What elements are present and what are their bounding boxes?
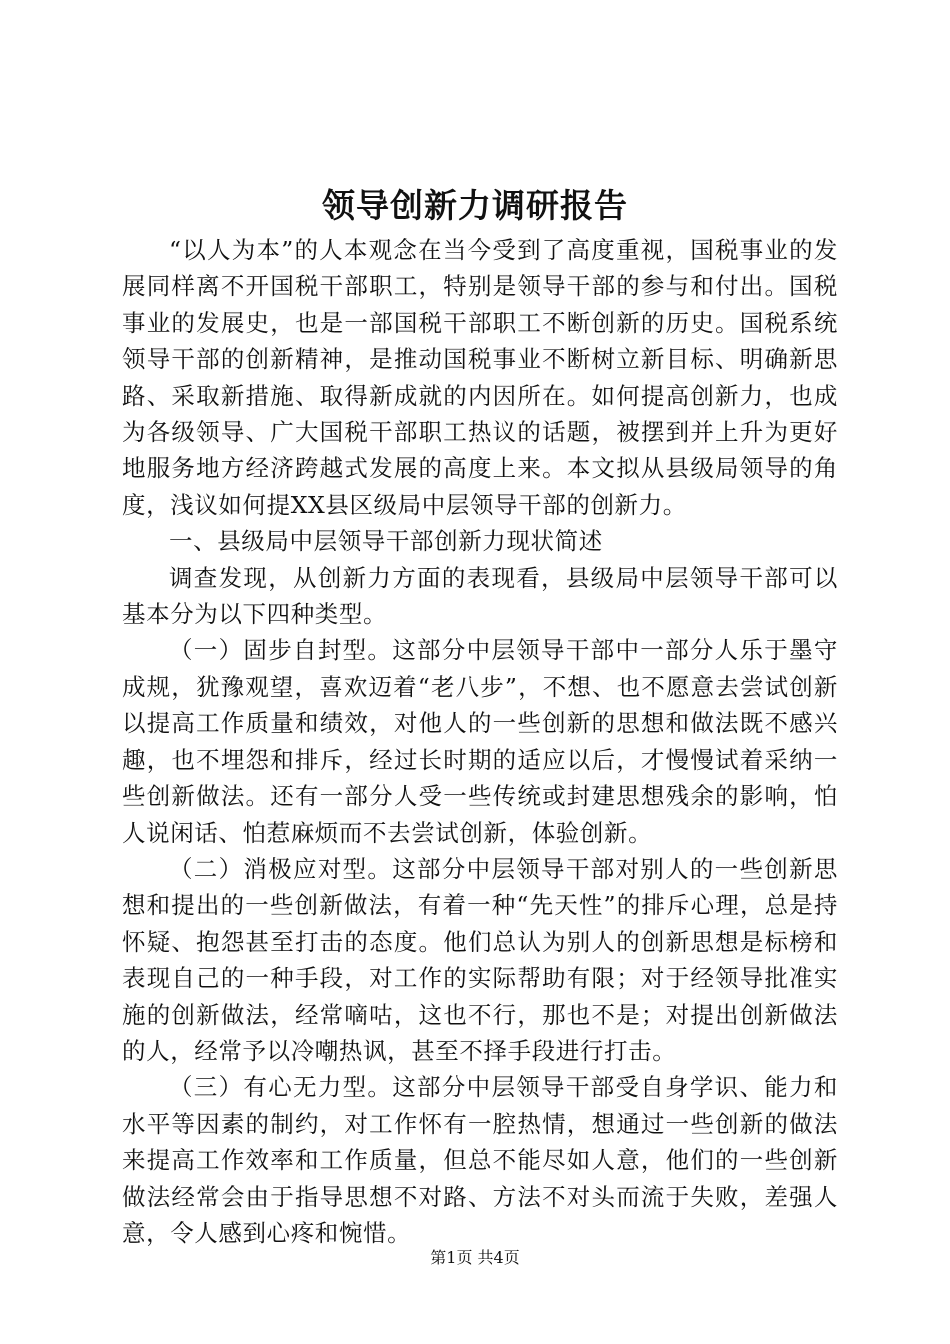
paragraph-survey: 调查发现，从创新力方面的表现看，县级局中层领导干部可以基本分为以下四种类型。 xyxy=(122,563,838,629)
paragraph-type-3: （三）有心无力型。这部分中层领导干部受自身学识、能力和水平等因素的制约，对工作怀有一腔热情，想通过一些创新的做法来提高工作效率和工作质量，但总不能尽如人意，他们的一些创新做法经常会由于指导思想不对路、方法不对头而流于失败，差强人意，令人感到心疼和惋惜。 xyxy=(122,1073,838,1247)
paragraph-type-2: （二）消极应对型。这部分中层领导干部对别人的一些创新思想和提出的一些创新做法，有着一种“先天性”的排斥心理，总是持怀疑、抱怨甚至打击的态度。他们总认为别人的创新思想是标榜和表现自己的一种手段，对工作的实际帮助有限；对于经领导批准实施的创新做法，经常嘀咕，这也不行，那也不是；对提出创新做法的人，经常予以冷嘲热讽，甚至不择手段进行打击。 xyxy=(122,854,838,1065)
page-number-footer: 第1页 共4页 xyxy=(430,1248,520,1267)
paragraph-intro: “以人为本”的人本观念在当今受到了高度重视，国税事业的发展同样离不开国税干部职工，特别是领导干部的参与和付出。国税事业的发展史，也是一部国税干部职工不断创新的历史。国税系统领导干部的创新精神，是推动国税事业不断树立新目标、明确新思路、采取新措施、取得新成就的内因所在。如何提高创新力，也成为各级领导、广大国税干部职工热议的话题，被摆到并上升为更好地服务地方经济跨越式发展的高度上来。本文拟从县级局领导的角度，浅议如何提XX县区级局中层领导干部的创新力。 xyxy=(122,236,838,519)
section-heading: 一、县级局中层领导干部创新力现状简述 xyxy=(169,527,603,556)
document-title: 领导创新力调研报告 xyxy=(322,186,628,225)
document-body xyxy=(122,232,838,1251)
paragraph-type-1: （一）固步自封型。这部分中层领导干部中一部分人乐于墨守成规，犹豫观望，喜欢迈着“老八步”，不想、也不愿意去尝试创新以提高工作质量和绩效，对他人的一些创新的思想和做法既不感兴趣，也不埋怨和排斥，经过长时期的适应以后，才慢慢试着采纳一些创新做法。还有一部分人受一些传统或封建思想残余的影响，怕人说闲话、怕惹麻烦而不去尝试创新，体验创新。 xyxy=(122,636,838,847)
